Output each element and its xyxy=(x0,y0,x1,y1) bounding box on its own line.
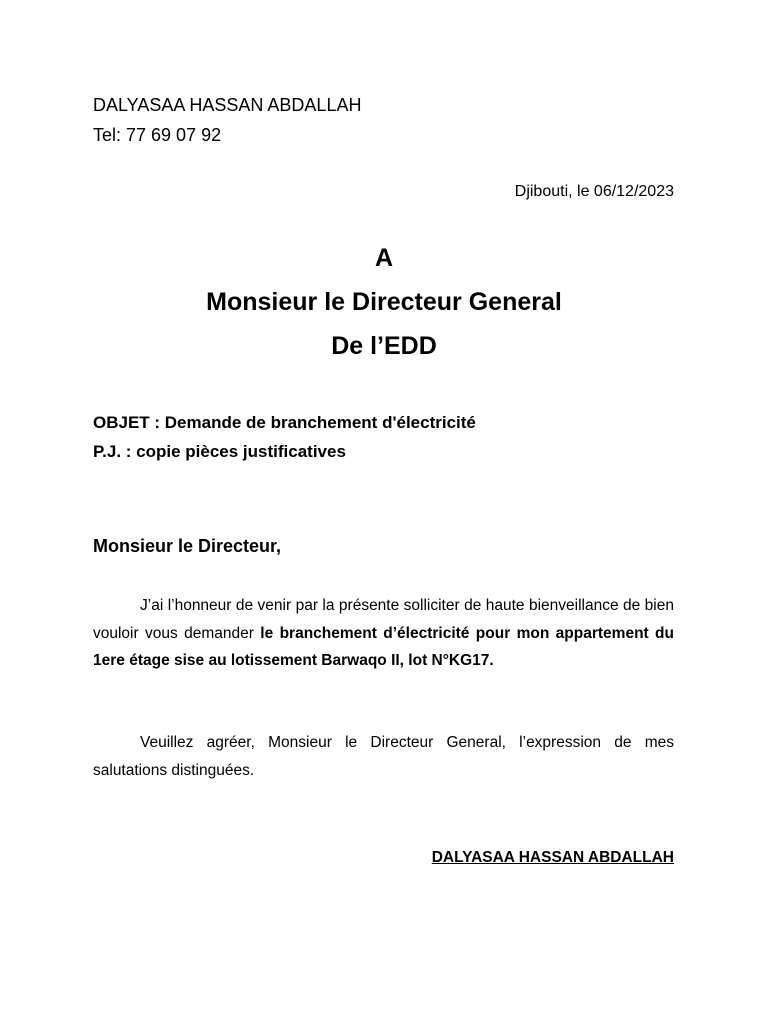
recipient-line-2: Monsieur le Directeur General xyxy=(206,288,562,316)
subject-block xyxy=(93,408,476,466)
subject-objet: OBJET : Demande de branchement d'électricité xyxy=(93,413,476,432)
salutation: Monsieur le Directeur, xyxy=(93,536,282,556)
recipient-line-1: A xyxy=(374,244,394,272)
recipient-line-3: De l’EDD xyxy=(331,332,437,360)
sender-block xyxy=(93,90,361,150)
recipient-block xyxy=(0,236,768,368)
date-line: Djibouti, le 06/12/2023 xyxy=(514,183,674,200)
body-paragraph-1-intro: J’ai l’honneur de venir par la présente solliciter de haute bienveillance de bien vouloir vous demander xyxy=(93,597,674,642)
subject-attachments: P.J. : copie pièces justificatives xyxy=(93,442,346,461)
sender-name: DALYASAA HASSAN ABDALLAH xyxy=(93,95,362,115)
body-paragraph-1-emphasis: le branchement d’électricité pour mon appartement du 1ere étage sise au lotissement Barwaqo II, lot N°KG17. xyxy=(93,624,674,669)
sender-phone: Tel: 77 69 07 92 xyxy=(93,125,222,145)
signature: DALYASAA HASSAN ABDALLAH xyxy=(431,849,674,866)
body-paragraph-1 xyxy=(93,592,674,675)
body-paragraph-2: Veuillez agréer, Monsieur le Directeur General, l’expression de mes salutations distinguées. xyxy=(93,734,674,779)
